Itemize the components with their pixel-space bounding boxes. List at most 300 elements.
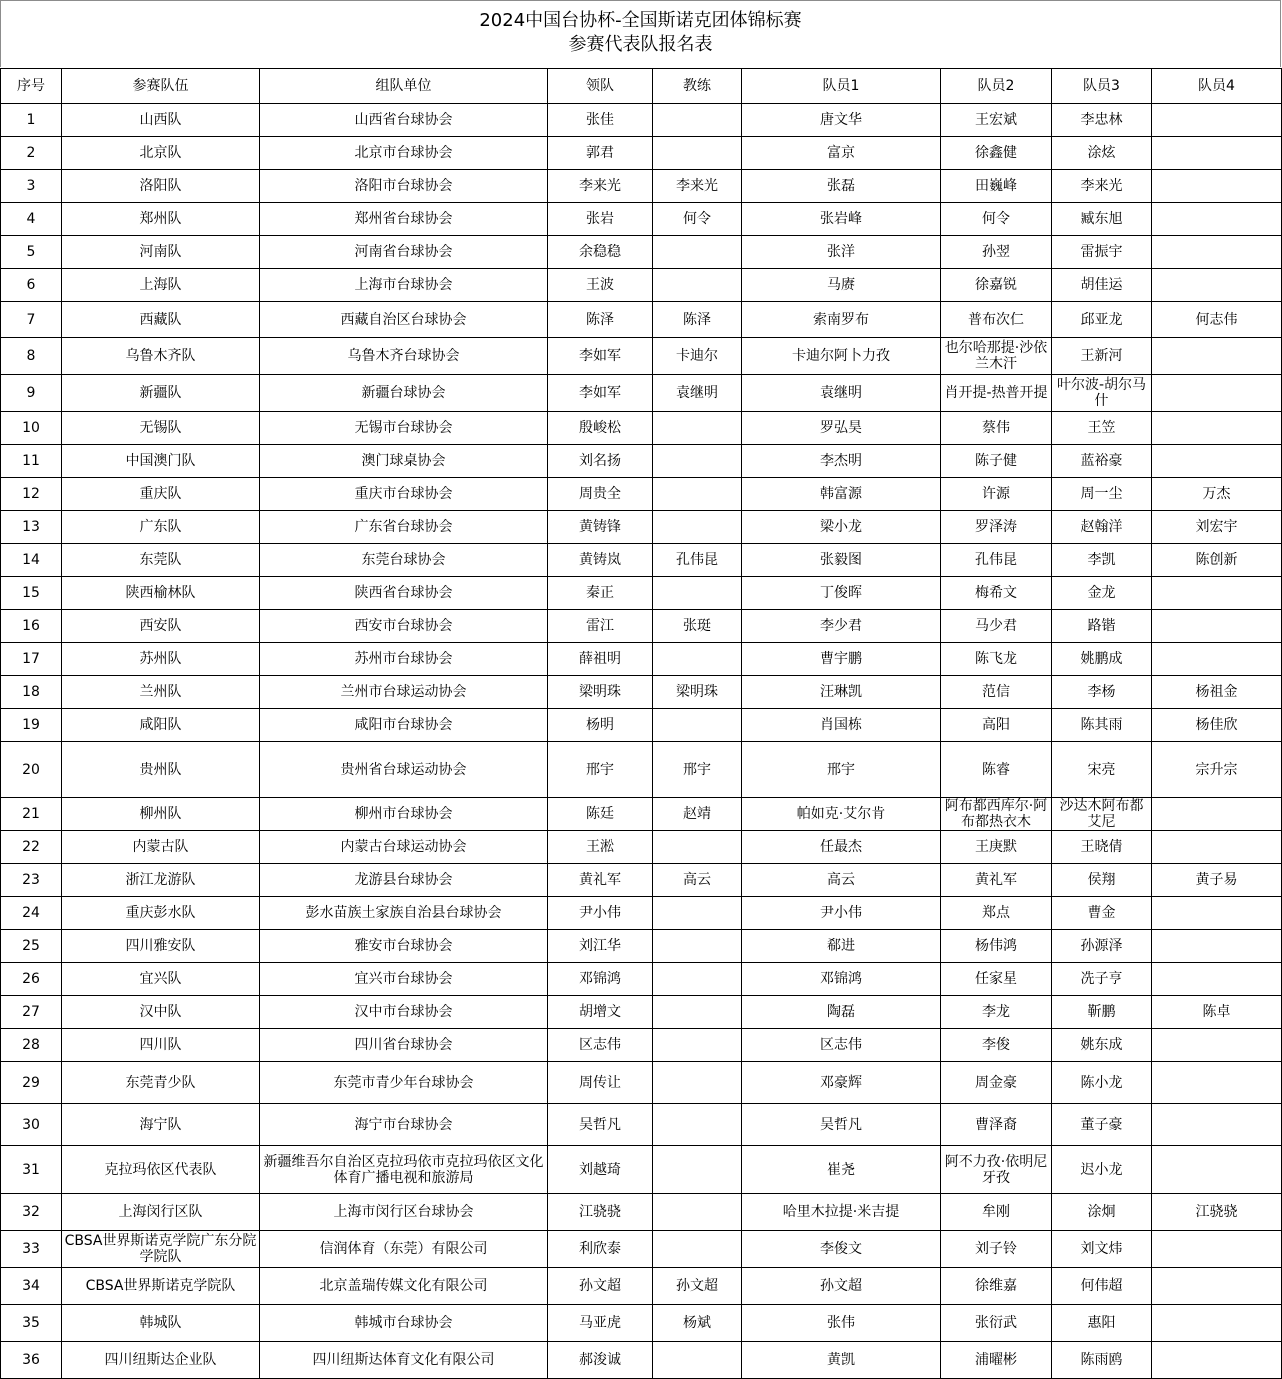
table-cell[interactable]: 雅安市台球协会 [260, 930, 548, 963]
table-cell[interactable]: 汪琳凯 [742, 676, 941, 709]
table-cell[interactable]: 陈飞龙 [941, 643, 1052, 676]
table-cell[interactable]: 马少君 [941, 610, 1052, 643]
table-cell[interactable]: 肖开提-热普开提 [941, 375, 1052, 412]
table-cell[interactable]: 吴哲凡 [548, 1104, 653, 1146]
table-cell[interactable]: 高阳 [941, 709, 1052, 742]
table-cell[interactable]: 孙文超 [653, 1268, 742, 1305]
table-cell[interactable]: 东莞青少队 [62, 1062, 260, 1104]
table-cell[interactable]: 陈创新 [1152, 544, 1282, 577]
table-cell[interactable]: 何伟超 [1052, 1268, 1152, 1305]
table-cell[interactable]: 陈睿 [941, 742, 1052, 798]
table-cell[interactable]: 韩城市台球协会 [260, 1305, 548, 1342]
table-cell[interactable]: 海宁市台球协会 [260, 1104, 548, 1146]
table-cell[interactable]: 信润体育（东莞）有限公司 [260, 1231, 548, 1268]
table-cell[interactable]: 新疆台球协会 [260, 375, 548, 412]
table-cell[interactable]: 王晓倩 [1052, 831, 1152, 864]
table-cell[interactable]: 35 [1, 1305, 62, 1342]
table-cell[interactable]: 梁明珠 [653, 676, 742, 709]
table-cell[interactable]: 任家星 [941, 963, 1052, 996]
table-cell[interactable]: 洛阳市台球协会 [260, 170, 548, 203]
table-cell[interactable]: 10 [1, 412, 62, 445]
table-cell[interactable] [653, 1231, 742, 1268]
table-cell[interactable]: 崔尧 [742, 1146, 941, 1194]
table-cell[interactable]: 冼子亨 [1052, 963, 1152, 996]
table-cell[interactable]: 乌鲁木齐台球协会 [260, 338, 548, 375]
table-cell[interactable]: 2 [1, 137, 62, 170]
table-cell[interactable]: 李如军 [548, 375, 653, 412]
table-cell[interactable]: 7 [1, 302, 62, 338]
table-cell[interactable]: 陈廷 [548, 798, 653, 831]
table-cell[interactable]: 张岩 [548, 203, 653, 236]
table-cell[interactable]: 邓锦鸿 [548, 963, 653, 996]
header-cell[interactable]: 队员1 [742, 69, 941, 104]
table-cell[interactable]: 黄礼军 [548, 864, 653, 897]
table-cell[interactable]: 李少君 [742, 610, 941, 643]
table-cell[interactable] [1152, 831, 1282, 864]
table-cell[interactable]: 杨祖金 [1152, 676, 1282, 709]
table-cell[interactable]: 30 [1, 1104, 62, 1146]
table-cell[interactable]: 李龙 [941, 996, 1052, 1029]
table-cell[interactable]: 重庆队 [62, 478, 260, 511]
table-cell[interactable] [653, 269, 742, 302]
table-cell[interactable] [653, 137, 742, 170]
table-cell[interactable]: 高云 [653, 864, 742, 897]
table-cell[interactable]: 刘江华 [548, 930, 653, 963]
table-cell[interactable]: 范信 [941, 676, 1052, 709]
table-cell[interactable]: 王庚默 [941, 831, 1052, 864]
table-cell[interactable]: 沙达木阿布都艾尼 [1052, 798, 1152, 831]
table-cell[interactable] [653, 1194, 742, 1231]
table-cell[interactable]: 吴哲凡 [742, 1104, 941, 1146]
table-cell[interactable]: 刘宏宇 [1152, 511, 1282, 544]
table-cell[interactable]: 内蒙古台球运动协会 [260, 831, 548, 864]
table-cell[interactable] [653, 1342, 742, 1379]
table-cell[interactable]: 重庆市台球协会 [260, 478, 548, 511]
table-cell[interactable]: 苏州队 [62, 643, 260, 676]
table-cell[interactable]: 郗进 [742, 930, 941, 963]
table-cell[interactable]: 3 [1, 170, 62, 203]
table-cell[interactable]: 北京市台球协会 [260, 137, 548, 170]
table-cell[interactable]: 姚东成 [1052, 1029, 1152, 1062]
table-cell[interactable]: 彭水苗族土家族自治县台球协会 [260, 897, 548, 930]
table-cell[interactable]: 刘名扬 [548, 445, 653, 478]
table-cell[interactable] [1152, 930, 1282, 963]
table-cell[interactable]: 韩城队 [62, 1305, 260, 1342]
table-cell[interactable]: 柳州市台球协会 [260, 798, 548, 831]
table-cell[interactable]: 河南队 [62, 236, 260, 269]
table-cell[interactable]: 20 [1, 742, 62, 798]
header-cell[interactable]: 领队 [548, 69, 653, 104]
table-cell[interactable]: 索南罗布 [742, 302, 941, 338]
table-cell[interactable] [653, 104, 742, 137]
table-cell[interactable]: 周金豪 [941, 1062, 1052, 1104]
table-cell[interactable]: 刘越琦 [548, 1146, 653, 1194]
table-cell[interactable]: 马赓 [742, 269, 941, 302]
table-cell[interactable]: 邢宇 [653, 742, 742, 798]
table-cell[interactable]: 海宁队 [62, 1104, 260, 1146]
table-cell[interactable]: 秦正 [548, 577, 653, 610]
table-cell[interactable]: 李来光 [1052, 170, 1152, 203]
table-cell[interactable]: 罗泽涛 [941, 511, 1052, 544]
table-cell[interactable]: 孙源泽 [1052, 930, 1152, 963]
table-cell[interactable]: 郝浚诚 [548, 1342, 653, 1379]
table-cell[interactable]: 薛祖明 [548, 643, 653, 676]
table-cell[interactable]: 浙江龙游队 [62, 864, 260, 897]
table-cell[interactable] [1152, 1342, 1282, 1379]
table-cell[interactable]: 西藏自治区台球协会 [260, 302, 548, 338]
table-cell[interactable]: 33 [1, 1231, 62, 1268]
table-cell[interactable] [653, 709, 742, 742]
table-cell[interactable] [653, 930, 742, 963]
table-cell[interactable]: 李忠林 [1052, 104, 1152, 137]
table-cell[interactable]: 张磊 [742, 170, 941, 203]
table-cell[interactable]: 6 [1, 269, 62, 302]
table-cell[interactable]: 张衍武 [941, 1305, 1052, 1342]
table-cell[interactable]: 张洋 [742, 236, 941, 269]
table-cell[interactable]: 哈里木拉提·米吉提 [742, 1194, 941, 1231]
table-cell[interactable]: 上海队 [62, 269, 260, 302]
table-cell[interactable]: 李俊文 [742, 1231, 941, 1268]
table-cell[interactable]: 雷江 [548, 610, 653, 643]
table-cell[interactable]: 牟刚 [941, 1194, 1052, 1231]
table-cell[interactable]: 丁俊晖 [742, 577, 941, 610]
table-cell[interactable]: 汉中市台球协会 [260, 996, 548, 1029]
table-cell[interactable]: 14 [1, 544, 62, 577]
table-cell[interactable]: 兰州队 [62, 676, 260, 709]
table-cell[interactable]: 龙游县台球协会 [260, 864, 548, 897]
table-cell[interactable]: 何令 [653, 203, 742, 236]
table-cell[interactable]: 上海闵行区队 [62, 1194, 260, 1231]
table-cell[interactable]: 黄礼军 [941, 864, 1052, 897]
table-cell[interactable]: 11 [1, 445, 62, 478]
table-cell[interactable]: 韩富源 [742, 478, 941, 511]
table-cell[interactable]: 洛阳队 [62, 170, 260, 203]
table-cell[interactable]: 浦曜彬 [941, 1342, 1052, 1379]
table-cell[interactable]: 29 [1, 1062, 62, 1104]
table-cell[interactable]: 四川队 [62, 1029, 260, 1062]
table-cell[interactable]: 8 [1, 338, 62, 375]
table-cell[interactable]: 黄子易 [1152, 864, 1282, 897]
table-cell[interactable]: 陈雨鸥 [1052, 1342, 1152, 1379]
table-cell[interactable]: 黄铸岚 [548, 544, 653, 577]
table-cell[interactable] [1152, 643, 1282, 676]
table-cell[interactable]: CBSA世界斯诺克学院广东分院学院队 [62, 1231, 260, 1268]
table-cell[interactable]: 邢宇 [548, 742, 653, 798]
table-cell[interactable]: 新疆维吾尔自治区克拉玛依市克拉玛依区文化体育广播电视和旅游局 [260, 1146, 548, 1194]
table-cell[interactable]: 郭君 [548, 137, 653, 170]
table-cell[interactable]: 蓝裕豪 [1052, 445, 1152, 478]
table-cell[interactable]: 万杰 [1152, 478, 1282, 511]
table-cell[interactable]: 28 [1, 1029, 62, 1062]
table-cell[interactable]: 宋亮 [1052, 742, 1152, 798]
table-cell[interactable]: 河南省台球协会 [260, 236, 548, 269]
table-cell[interactable] [653, 1146, 742, 1194]
table-cell[interactable]: 苏州市台球协会 [260, 643, 548, 676]
table-cell[interactable]: 周贵全 [548, 478, 653, 511]
table-cell[interactable]: 马亚虎 [548, 1305, 653, 1342]
table-cell[interactable] [1152, 1146, 1282, 1194]
table-cell[interactable] [1152, 1029, 1282, 1062]
table-cell[interactable]: 江骁骁 [1152, 1194, 1282, 1231]
table-cell[interactable]: 徐嘉锐 [941, 269, 1052, 302]
table-cell[interactable]: 肖国栋 [742, 709, 941, 742]
header-cell[interactable]: 参赛队伍 [62, 69, 260, 104]
table-cell[interactable]: 四川纽斯达体育文化有限公司 [260, 1342, 548, 1379]
table-cell[interactable]: 郑点 [941, 897, 1052, 930]
table-cell[interactable]: 尹小伟 [548, 897, 653, 930]
table-cell[interactable] [653, 643, 742, 676]
table-cell[interactable]: 13 [1, 511, 62, 544]
table-cell[interactable]: 陈小龙 [1052, 1062, 1152, 1104]
table-cell[interactable]: 金龙 [1052, 577, 1152, 610]
table-cell[interactable]: 广东省台球协会 [260, 511, 548, 544]
table-cell[interactable]: 侯翔 [1052, 864, 1152, 897]
table-cell[interactable] [1152, 1104, 1282, 1146]
table-cell[interactable]: 孙文超 [548, 1268, 653, 1305]
table-cell[interactable] [653, 1029, 742, 1062]
table-cell[interactable]: 曹宇鹏 [742, 643, 941, 676]
table-cell[interactable]: 卡迪尔 [653, 338, 742, 375]
table-cell[interactable] [1152, 269, 1282, 302]
header-cell[interactable]: 教练 [653, 69, 742, 104]
table-cell[interactable] [653, 831, 742, 864]
table-cell[interactable]: 西藏队 [62, 302, 260, 338]
table-cell[interactable]: 王笠 [1052, 412, 1152, 445]
table-cell[interactable]: 陈其雨 [1052, 709, 1152, 742]
table-cell[interactable]: 涂炫 [1052, 137, 1152, 170]
table-cell[interactable]: 李俊 [941, 1029, 1052, 1062]
table-cell[interactable]: 内蒙古队 [62, 831, 260, 864]
table-cell[interactable]: 23 [1, 864, 62, 897]
table-cell[interactable]: 富京 [742, 137, 941, 170]
table-cell[interactable]: 高云 [742, 864, 941, 897]
table-cell[interactable]: 涂炯 [1052, 1194, 1152, 1231]
table-cell[interactable]: 区志伟 [742, 1029, 941, 1062]
table-cell[interactable]: 张珽 [653, 610, 742, 643]
table-cell[interactable]: 乌鲁木齐队 [62, 338, 260, 375]
table-cell[interactable]: 25 [1, 930, 62, 963]
table-cell[interactable] [1152, 963, 1282, 996]
table-cell[interactable]: 王波 [548, 269, 653, 302]
table-cell[interactable]: 贵州省台球运动协会 [260, 742, 548, 798]
table-cell[interactable]: 张佳 [548, 104, 653, 137]
table-cell[interactable]: 周一尘 [1052, 478, 1152, 511]
table-cell[interactable]: 蔡伟 [941, 412, 1052, 445]
table-cell[interactable]: 上海市台球协会 [260, 269, 548, 302]
table-cell[interactable]: 杨佳欣 [1152, 709, 1282, 742]
table-cell[interactable] [1152, 338, 1282, 375]
table-cell[interactable] [653, 236, 742, 269]
table-cell[interactable]: 臧东旭 [1052, 203, 1152, 236]
table-cell[interactable]: 17 [1, 643, 62, 676]
table-cell[interactable]: 董子豪 [1052, 1104, 1152, 1146]
table-cell[interactable] [1152, 610, 1282, 643]
table-cell[interactable]: 郑州省台球协会 [260, 203, 548, 236]
table-cell[interactable]: 四川纽斯达企业队 [62, 1342, 260, 1379]
table-cell[interactable]: 36 [1, 1342, 62, 1379]
table-cell[interactable]: 9 [1, 375, 62, 412]
table-cell[interactable]: 郑州队 [62, 203, 260, 236]
table-cell[interactable]: 无锡市台球协会 [260, 412, 548, 445]
table-cell[interactable]: 孔伟昆 [653, 544, 742, 577]
table-cell[interactable]: 邢宇 [742, 742, 941, 798]
table-cell[interactable]: 31 [1, 1146, 62, 1194]
table-cell[interactable]: 黄凯 [742, 1342, 941, 1379]
table-cell[interactable]: 32 [1, 1194, 62, 1231]
table-cell[interactable]: 兰州市台球运动协会 [260, 676, 548, 709]
table-cell[interactable]: 张毅图 [742, 544, 941, 577]
table-cell[interactable]: 区志伟 [548, 1029, 653, 1062]
table-cell[interactable]: 梁小龙 [742, 511, 941, 544]
table-cell[interactable] [1152, 1231, 1282, 1268]
table-cell[interactable]: 阿布都西库尔·阿布都热衣木 [941, 798, 1052, 831]
table-cell[interactable]: 孙文超 [742, 1268, 941, 1305]
table-cell[interactable]: 赵翰洋 [1052, 511, 1152, 544]
table-cell[interactable]: 江骁骁 [548, 1194, 653, 1231]
table-cell[interactable]: 澳门球桌协会 [260, 445, 548, 478]
table-cell[interactable]: 邓豪辉 [742, 1062, 941, 1104]
table-cell[interactable]: 李杨 [1052, 676, 1152, 709]
table-cell[interactable]: 徐维嘉 [941, 1268, 1052, 1305]
table-cell[interactable]: 王淞 [548, 831, 653, 864]
table-cell[interactable] [653, 963, 742, 996]
table-cell[interactable]: 李如军 [548, 338, 653, 375]
table-cell[interactable]: 陈泽 [653, 302, 742, 338]
table-cell[interactable] [1152, 104, 1282, 137]
table-cell[interactable]: 刘子铃 [941, 1231, 1052, 1268]
table-cell[interactable] [1152, 1305, 1282, 1342]
header-cell[interactable]: 组队单位 [260, 69, 548, 104]
table-cell[interactable]: 周传让 [548, 1062, 653, 1104]
table-cell[interactable]: 柳州队 [62, 798, 260, 831]
table-cell[interactable]: 黄铸锋 [548, 511, 653, 544]
header-cell[interactable]: 队员2 [941, 69, 1052, 104]
table-cell[interactable]: 27 [1, 996, 62, 1029]
table-cell[interactable]: 孔伟昆 [941, 544, 1052, 577]
table-cell[interactable]: 田巍峰 [941, 170, 1052, 203]
table-cell[interactable]: 15 [1, 577, 62, 610]
header-cell[interactable]: 队员3 [1052, 69, 1152, 104]
table-cell[interactable] [653, 1104, 742, 1146]
table-cell[interactable] [1152, 1062, 1282, 1104]
table-cell[interactable]: 1 [1, 104, 62, 137]
table-cell[interactable]: 罗弘昊 [742, 412, 941, 445]
table-cell[interactable]: 西安队 [62, 610, 260, 643]
table-cell[interactable] [1152, 137, 1282, 170]
table-cell[interactable]: 袁继明 [742, 375, 941, 412]
table-cell[interactable]: 杨明 [548, 709, 653, 742]
table-cell[interactable]: 阿不力孜·依明尼牙孜 [941, 1146, 1052, 1194]
table-cell[interactable] [653, 511, 742, 544]
table-cell[interactable] [653, 1062, 742, 1104]
table-cell[interactable]: 12 [1, 478, 62, 511]
table-cell[interactable]: 唐文华 [742, 104, 941, 137]
table-cell[interactable]: 徐鑫健 [941, 137, 1052, 170]
table-cell[interactable]: 北京盖瑞传媒文化有限公司 [260, 1268, 548, 1305]
table-cell[interactable] [1152, 577, 1282, 610]
table-cell[interactable]: 何志伟 [1152, 302, 1282, 338]
header-cell[interactable]: 序号 [1, 69, 62, 104]
table-cell[interactable]: 杨斌 [653, 1305, 742, 1342]
table-cell[interactable]: 何令 [941, 203, 1052, 236]
header-cell[interactable]: 队员4 [1152, 69, 1282, 104]
table-cell[interactable] [1152, 445, 1282, 478]
table-cell[interactable] [1152, 170, 1282, 203]
table-cell[interactable]: 四川省台球协会 [260, 1029, 548, 1062]
table-cell[interactable]: 陈卓 [1152, 996, 1282, 1029]
table-cell[interactable]: 王宏斌 [941, 104, 1052, 137]
table-cell[interactable] [1152, 375, 1282, 412]
table-cell[interactable]: 贵州队 [62, 742, 260, 798]
table-cell[interactable] [653, 445, 742, 478]
table-cell[interactable]: 24 [1, 897, 62, 930]
table-cell[interactable] [1152, 412, 1282, 445]
table-cell[interactable]: 克拉玛依区代表队 [62, 1146, 260, 1194]
table-cell[interactable]: 李来光 [548, 170, 653, 203]
table-cell[interactable]: 陕西榆林队 [62, 577, 260, 610]
table-cell[interactable]: 靳鹏 [1052, 996, 1152, 1029]
table-cell[interactable]: 汉中队 [62, 996, 260, 1029]
table-cell[interactable]: 广东队 [62, 511, 260, 544]
table-cell[interactable]: 张岩峰 [742, 203, 941, 236]
table-cell[interactable]: 咸阳队 [62, 709, 260, 742]
table-cell[interactable] [653, 897, 742, 930]
table-cell[interactable]: 19 [1, 709, 62, 742]
table-cell[interactable]: 惠阳 [1052, 1305, 1152, 1342]
table-cell[interactable]: 东莞市青少年台球协会 [260, 1062, 548, 1104]
table-cell[interactable]: 雷振宇 [1052, 236, 1152, 269]
table-cell[interactable]: 赵靖 [653, 798, 742, 831]
table-cell[interactable]: 殷峻松 [548, 412, 653, 445]
table-cell[interactable]: 山西省台球协会 [260, 104, 548, 137]
table-cell[interactable]: 李来光 [653, 170, 742, 203]
table-cell[interactable]: 邱亚龙 [1052, 302, 1152, 338]
table-cell[interactable]: 曹泽裔 [941, 1104, 1052, 1146]
table-cell[interactable]: 张伟 [742, 1305, 941, 1342]
table-cell[interactable] [653, 412, 742, 445]
table-cell[interactable]: 宗升宗 [1152, 742, 1282, 798]
table-cell[interactable]: 5 [1, 236, 62, 269]
table-cell[interactable]: 姚鹏成 [1052, 643, 1152, 676]
table-cell[interactable]: 梁明珠 [548, 676, 653, 709]
table-cell[interactable]: 胡增文 [548, 996, 653, 1029]
table-cell[interactable]: 袁继明 [653, 375, 742, 412]
table-cell[interactable]: 许源 [941, 478, 1052, 511]
table-cell[interactable]: 18 [1, 676, 62, 709]
table-cell[interactable] [1152, 798, 1282, 831]
table-cell[interactable]: 卡迪尔阿卜力孜 [742, 338, 941, 375]
table-cell[interactable]: 也尔哈那提·沙依兰木汗 [941, 338, 1052, 375]
table-cell[interactable]: 4 [1, 203, 62, 236]
table-cell[interactable] [1152, 1268, 1282, 1305]
table-cell[interactable]: 新疆队 [62, 375, 260, 412]
table-cell[interactable]: 邓锦鸿 [742, 963, 941, 996]
table-cell[interactable]: 山西队 [62, 104, 260, 137]
table-cell[interactable] [1152, 236, 1282, 269]
table-cell[interactable]: 帕如克·艾尔肯 [742, 798, 941, 831]
table-cell[interactable]: 陶磊 [742, 996, 941, 1029]
table-cell[interactable] [653, 478, 742, 511]
table-cell[interactable]: 咸阳市台球协会 [260, 709, 548, 742]
table-cell[interactable]: 李杰明 [742, 445, 941, 478]
table-cell[interactable]: 路锴 [1052, 610, 1152, 643]
table-cell[interactable]: 东莞队 [62, 544, 260, 577]
table-cell[interactable]: 陕西省台球协会 [260, 577, 548, 610]
table-cell[interactable]: 梅希文 [941, 577, 1052, 610]
table-cell[interactable]: 北京队 [62, 137, 260, 170]
table-cell[interactable]: 西安市台球协会 [260, 610, 548, 643]
table-cell[interactable]: 余稳稳 [548, 236, 653, 269]
